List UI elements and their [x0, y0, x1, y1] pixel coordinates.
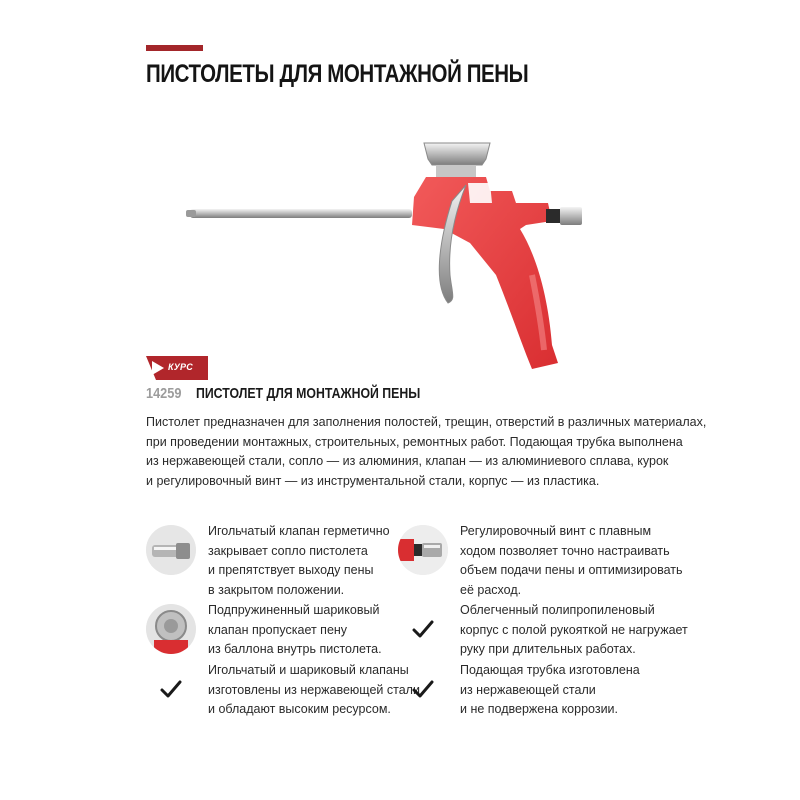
feature-text: [208, 661, 420, 720]
feature-line: Подпружиненный шариковый: [208, 603, 380, 617]
feature-needle-valve: [146, 525, 390, 600]
feature-line: в закрытом положении.: [208, 582, 345, 597]
feature-corrosion-free-tube: [398, 664, 640, 720]
description-line: и регулировочный винт — из инструментальной стали, корпус — из пластика.: [146, 473, 600, 488]
feature-line: и обладают высоким ресурсом.: [208, 702, 391, 716]
feature-line: Игольчатый клапан герметично: [208, 524, 390, 538]
feature-line: Регулировочный винт с плавным: [460, 524, 652, 538]
feature-ball-valve: [146, 604, 382, 660]
adjusting-screw-photo-icon: [398, 525, 448, 575]
page-title: ПИСТОЛЕТЫ ДЛЯ МОНТАЖНОЙ ПЕНЫ: [146, 60, 529, 88]
feature-line: и препятствует выходу пены: [208, 563, 374, 577]
product-name: ПИСТОЛЕТ ДЛЯ МОНТАЖНОЙ ПЕНЫ: [196, 385, 421, 402]
feature-line: объем подачи пены и оптимизировать: [460, 563, 683, 577]
feature-text: [460, 522, 683, 600]
feature-line: ходом позволяет точно настраивать: [460, 543, 670, 558]
description-line: при проведении монтажных, строительных, ремонтных работ. Подающая трубка выполнена: [146, 434, 683, 449]
ball-valve-photo-icon: [146, 604, 196, 654]
feature-stainless-valves: [146, 664, 420, 720]
product-code: 14259: [146, 385, 182, 402]
feature-lightweight-body: [398, 604, 688, 660]
brand-logo-text: КУРС: [168, 362, 193, 372]
feature-text: [208, 601, 382, 660]
title-accent-bar: [146, 45, 203, 51]
check-icon: [398, 604, 448, 654]
kurs-brand-logo: [146, 356, 208, 380]
feature-line: руку при длительных работах.: [460, 642, 636, 656]
foam-gun-image: [186, 125, 596, 375]
feature-line: закрывает сопло пистолета: [208, 543, 368, 558]
feature-text: [208, 522, 390, 600]
feature-line: и не подвержена коррозии.: [460, 702, 619, 716]
check-icon: [398, 664, 448, 714]
feature-line: Подающая трубка изготовлена: [460, 663, 640, 677]
feature-text: [460, 601, 688, 660]
feature-line: клапан пропускает пену: [208, 622, 348, 637]
description-line: Пистолет предназначен для заполнения полостей, трещин, отверстий в различных материалах,: [146, 415, 707, 429]
feature-line: Игольчатый и шариковый клапаны: [208, 663, 409, 677]
feature-line: Облегченный полипропиленовый: [460, 603, 655, 617]
product-description: [146, 413, 707, 491]
needle-valve-photo-icon: [146, 525, 196, 575]
feature-text: [460, 661, 640, 720]
check-icon: [146, 664, 196, 714]
feature-line: из баллона внутрь пистолета.: [208, 642, 382, 656]
description-line: из нержавеющей стали, сопло — из алюминия, клапан — из алюминиевого сплава, курок: [146, 454, 669, 468]
feature-line: изготовлены из нержавеющей стали: [208, 682, 420, 697]
feature-line: из нержавеющей стали: [460, 682, 596, 697]
feature-adjusting-screw: [398, 525, 683, 600]
feature-line: её расход.: [460, 582, 522, 597]
feature-line: корпус с полой рукояткой не нагружает: [460, 622, 688, 637]
